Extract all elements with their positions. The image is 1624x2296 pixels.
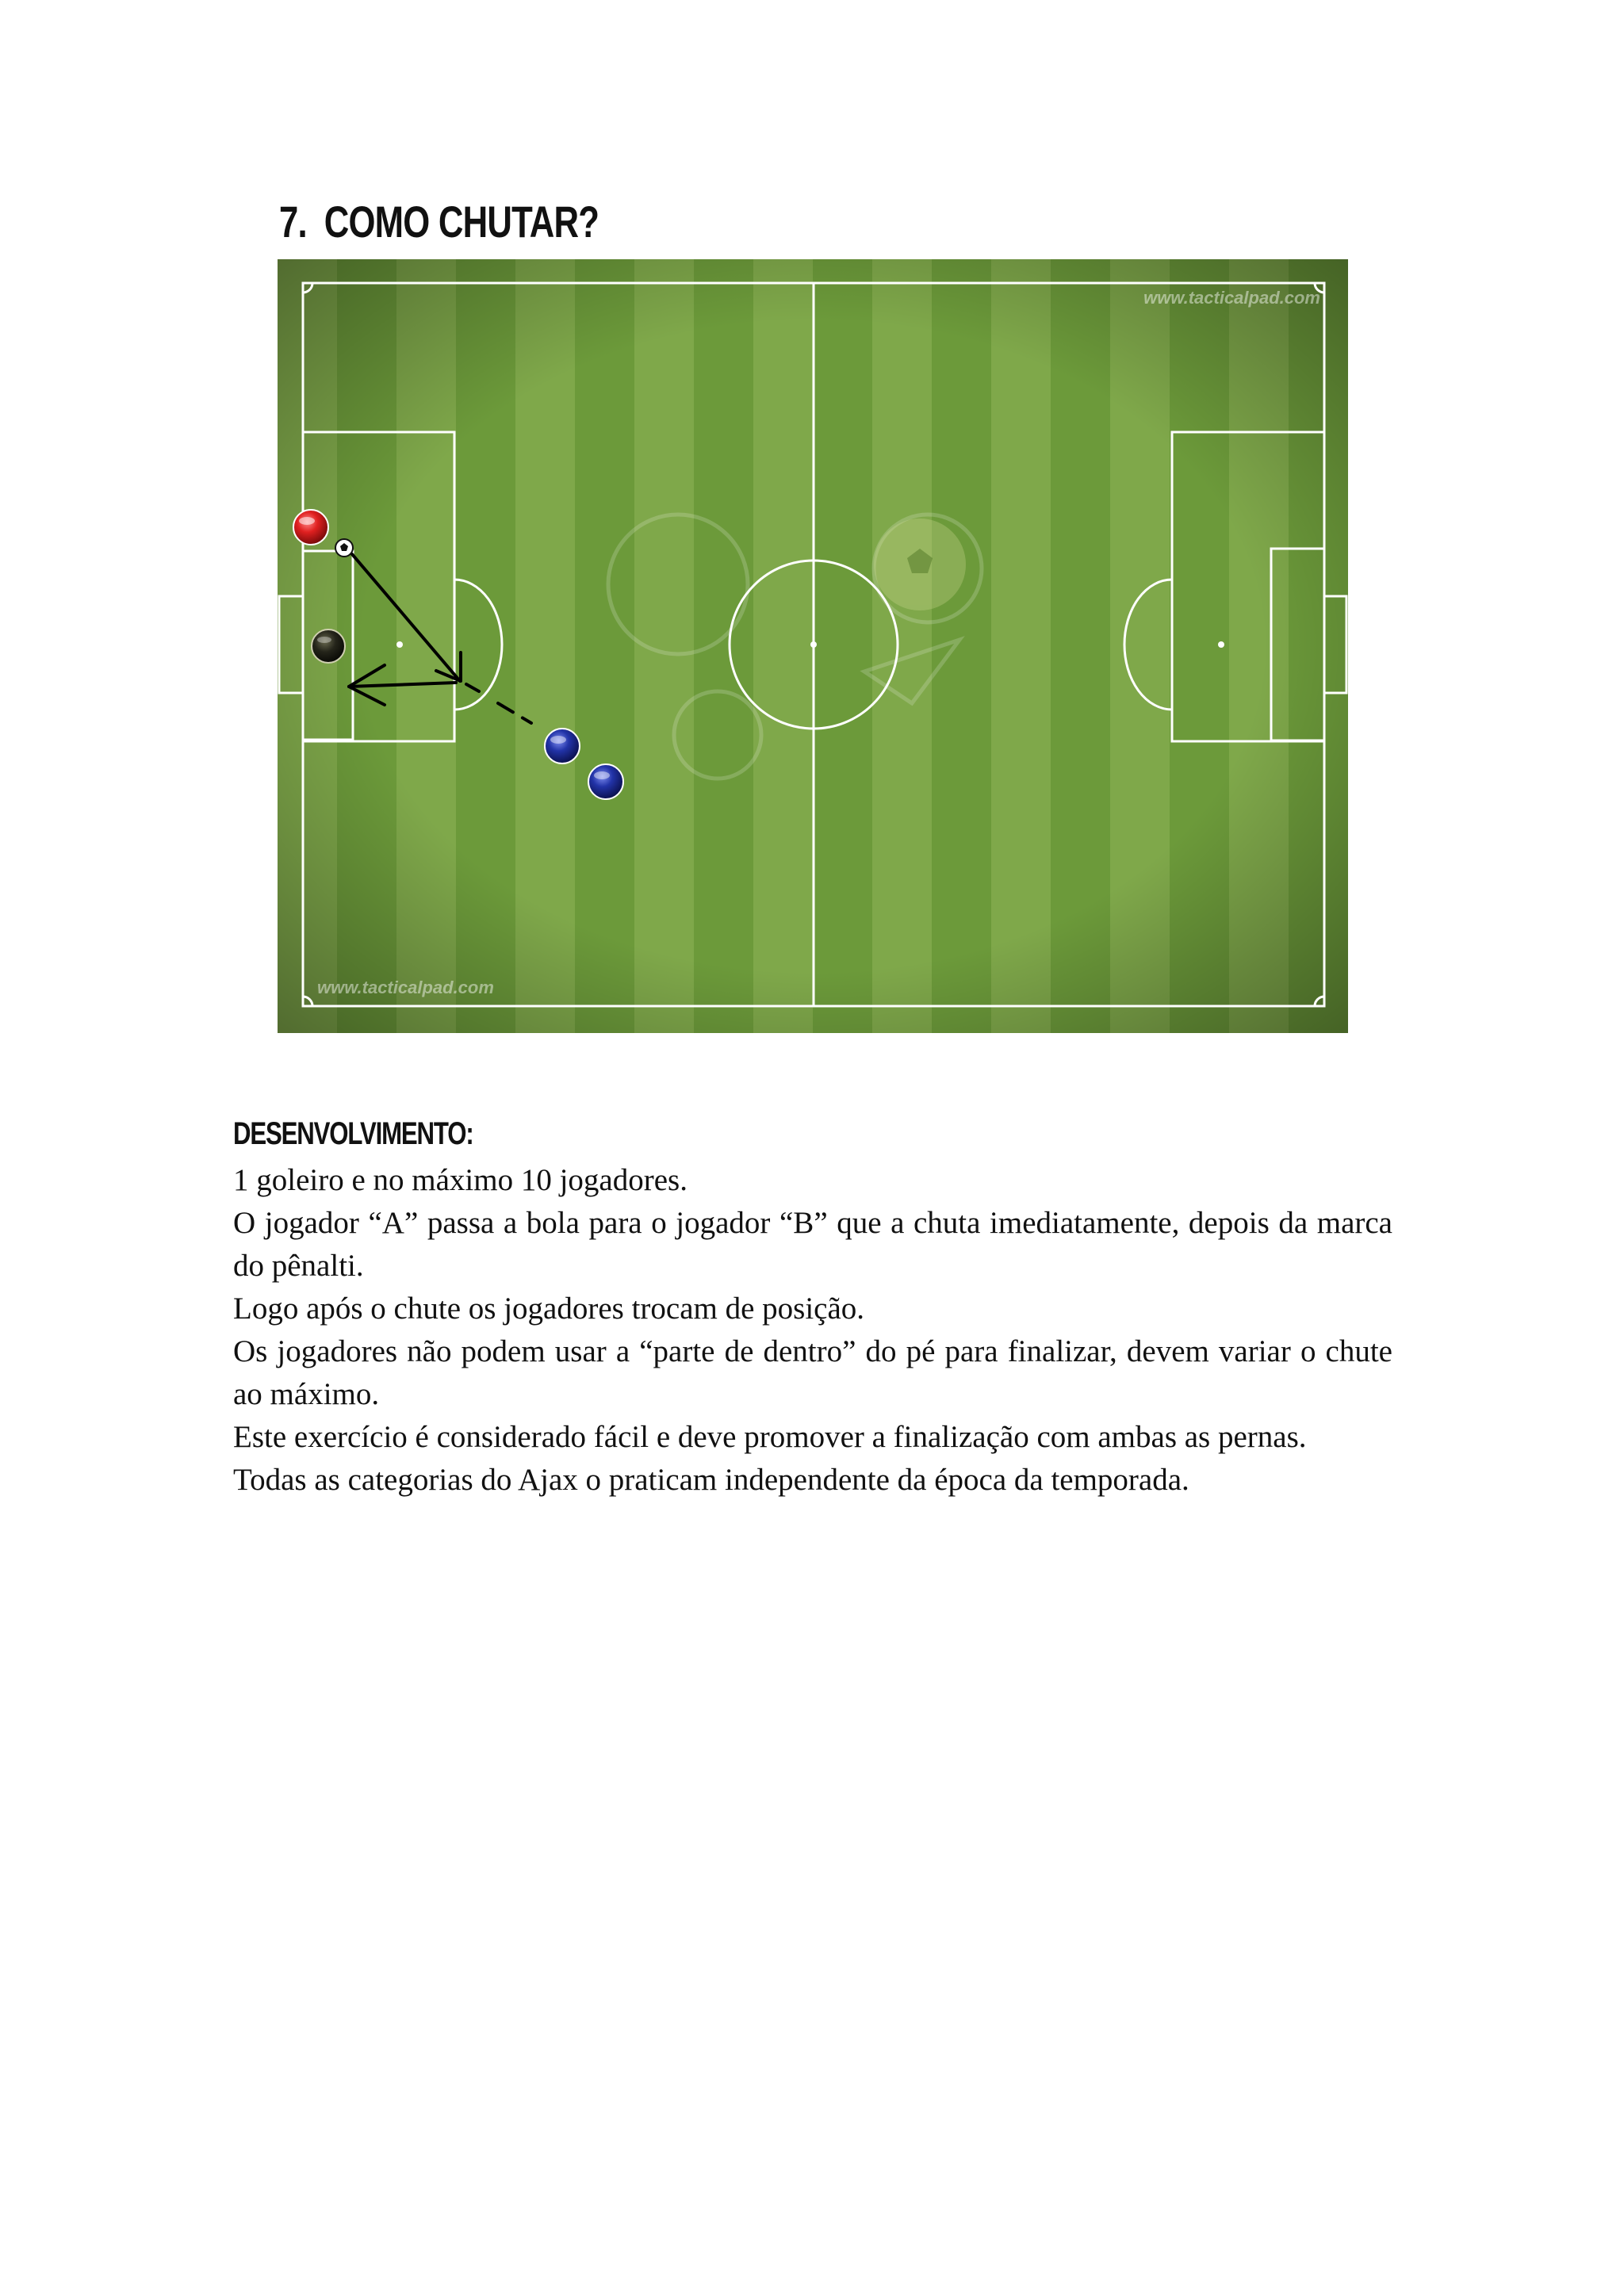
page-title (279, 197, 599, 247)
section-number: 7. (279, 197, 307, 247)
left-penalty-spot (396, 641, 403, 648)
blue-player-icon (588, 764, 623, 799)
section-title: COMO CHUTAR? (324, 197, 599, 247)
center-spot (810, 641, 817, 648)
ball-icon (335, 539, 353, 557)
black-player-icon (312, 629, 345, 663)
watermark-top: www.tacticalpad.com (1143, 288, 1320, 308)
section-label: DESENVOLVIMENTO: (233, 1116, 473, 1151)
paragraph: Os jogadores não podem usar a “parte de dentro” do pé para finalizar, devem variar o chute ao máximo. (233, 1334, 1392, 1411)
watermark-bottom: www.tacticalpad.com (317, 978, 494, 997)
tactical-field-diagram (278, 259, 1348, 1033)
paragraph: 1 goleiro e no máximo 10 jogadores. (233, 1163, 688, 1197)
right-penalty-spot (1218, 641, 1224, 648)
red-player-icon (293, 510, 328, 545)
body-text (233, 1159, 1392, 1502)
paragraph: Este exercício é considerado fácil e deve promover a finalização com ambas as pernas. (233, 1420, 1307, 1454)
faded-ball-icon (874, 519, 966, 610)
paragraph: Todas as categorias do Ajax o praticam independente da época da temporada. (233, 1463, 1189, 1497)
paragraph: Logo após o chute os jogadores trocam de posição. (233, 1292, 865, 1326)
blue-player-icon (545, 729, 580, 763)
paragraph: O jogador “A” passa a bola para o jogador “B” que a chuta imediatamente, depois da marca do pênalti. (233, 1206, 1392, 1283)
